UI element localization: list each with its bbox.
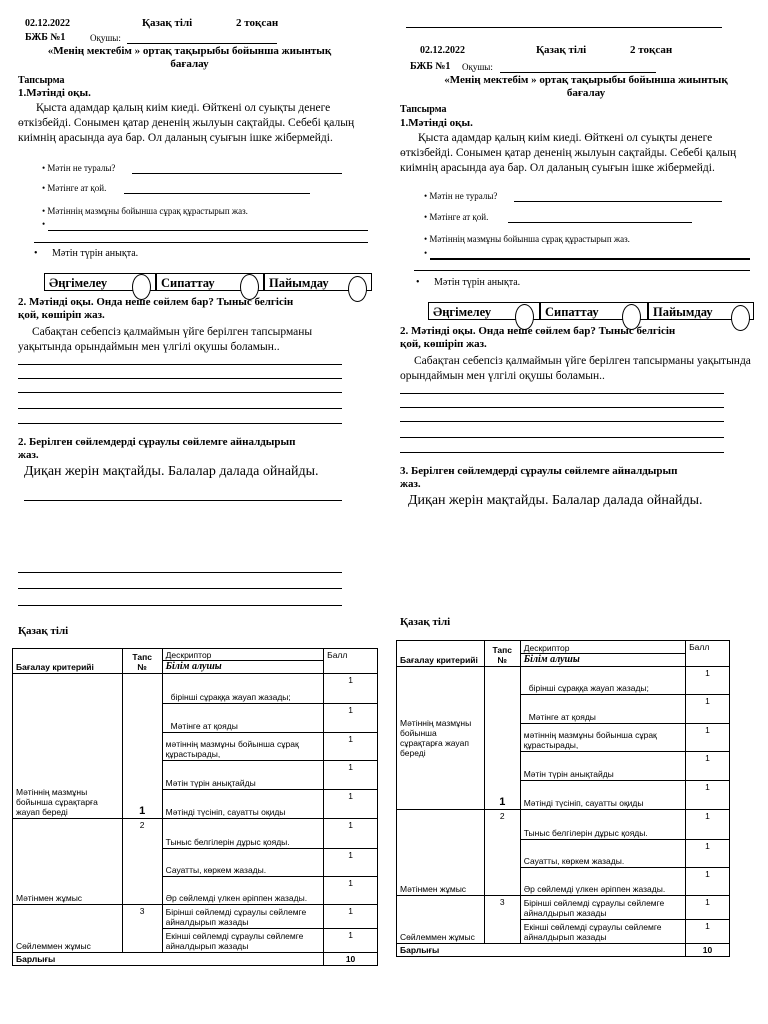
task3-sentences: Диқан жерін мақтайды. Балалар далада ойнайды. bbox=[24, 464, 319, 479]
rubric-descriptor-3: мәтіннің мазмұны бойынша сұрақ құрастырады, bbox=[162, 733, 323, 761]
bzhb-label: БЖБ №1 bbox=[410, 61, 451, 72]
task2-line-3[interactable] bbox=[400, 421, 724, 422]
rubric-score-5: 1 bbox=[324, 790, 378, 819]
question-5-bullet: • bbox=[34, 248, 38, 259]
task3-heading-line2: жаз. bbox=[400, 478, 421, 490]
rubric-subject: Қазақ тілі bbox=[400, 616, 451, 628]
rubric-score-9: 1 bbox=[686, 896, 730, 920]
rubric-score-9: 1 bbox=[324, 905, 378, 929]
task1-heading: 1.Мәтінді оқы. bbox=[400, 117, 473, 129]
rubric-header-descriptor: Дескриптор Білім алушы bbox=[520, 641, 685, 667]
rubric-descriptor-9: Бірінші сөйлемді сұраулы сөйлемге айналдырып жазады bbox=[162, 905, 323, 929]
rubric-descriptor-1: бірінші сұраққа жауап жазады; bbox=[520, 667, 685, 695]
rubric-score-8: 1 bbox=[324, 877, 378, 905]
answer-line-2[interactable] bbox=[124, 193, 310, 194]
rubric-criterion-3: Сөйлеммен жұмыс bbox=[397, 896, 485, 944]
rubric-header-task: Тапс № bbox=[484, 641, 520, 667]
rubric-score-4: 1 bbox=[686, 752, 730, 781]
top-line bbox=[406, 27, 722, 28]
option-description[interactable]: Сипаттау bbox=[540, 302, 648, 320]
rubric-descriptor-7: Сауатты, көркем жазады. bbox=[162, 849, 323, 877]
rubric-subject: Қазақ тілі bbox=[18, 625, 69, 637]
task3-sentences: Диқан жерін мақтайды. Балалар далада ойнайды. bbox=[408, 493, 703, 508]
question-4-bullet: • bbox=[424, 248, 428, 258]
rubric-score-4: 1 bbox=[324, 761, 378, 790]
rubric-descriptor-2: Мәтінге ат қояды bbox=[162, 704, 323, 733]
question-5-bullet: • bbox=[416, 277, 420, 288]
rubric-header-score: Балл bbox=[686, 641, 730, 667]
answer-line-1[interactable] bbox=[132, 173, 342, 174]
rubric-criterion-2: Мәтінмен жұмыс bbox=[397, 810, 485, 896]
answer-line-3[interactable] bbox=[430, 258, 750, 260]
student-label: Оқушы: bbox=[90, 33, 121, 43]
rubric-table bbox=[12, 648, 378, 966]
task1-heading: 1.Мәтінді оқы. bbox=[18, 87, 91, 99]
rubric-descriptor-9: Бірінші сөйлемді сұраулы сөйлемге айналдырып жазады bbox=[520, 896, 685, 920]
option-narration[interactable]: Әңгімелеу bbox=[428, 302, 540, 320]
answer-line-2[interactable] bbox=[508, 222, 692, 223]
rubric-descriptor-8: Әр сөйлемді үлкен әріппен жазады. bbox=[520, 868, 685, 896]
task2-line-4[interactable] bbox=[18, 408, 342, 409]
option-reasoning[interactable]: Пайымдау bbox=[264, 273, 372, 291]
rubric-task-1: 1 bbox=[484, 667, 520, 810]
task2-heading-line1: 2. Мәтінді оқы. Онда неше сөйлем бар? Тыныс белгісін bbox=[400, 325, 676, 337]
question-1: • Мәтін не туралы? bbox=[424, 191, 498, 201]
option-reasoning[interactable]: Пайымдау bbox=[648, 302, 754, 320]
task2-line-5[interactable] bbox=[18, 423, 342, 424]
question-3: • Мәтіннің мазмұны бойынша сұрақ құрастырып жаз. bbox=[42, 206, 248, 216]
rubric-descriptor-4: Мәтін түрін анықтайды bbox=[520, 752, 685, 781]
date: 02.12.2022 bbox=[420, 45, 465, 56]
question-4-bullet: • bbox=[42, 219, 46, 229]
task2-heading-line1: 2. Мәтінді оқы. Онда неше сөйлем бар? Тыныс белгісін bbox=[18, 296, 294, 308]
rubric-descriptor-6: Тыныс белгілерін дұрыс қояды. bbox=[520, 810, 685, 840]
task1-text: Қыста адамдар қалың киім киеді. Өйткені ол суықты денеге өткізбейді. Сонымен қатар дененің жылуын сақтайды. Себебі қалың киімнің арасында ауа бар. Ол даланың суығын ішке жібермейді. bbox=[400, 132, 737, 174]
rubric-descriptor-4: Мәтін түрін анықтайды bbox=[162, 761, 323, 790]
left-worksheet bbox=[12, 0, 382, 1024]
task2-text: Сабақтан себепсіз қалмаймын үйге берілген тапсырманы уақытында орындаймын мен үлгілі оқушы боламын.. bbox=[400, 355, 751, 382]
bzhb-label: БЖБ №1 bbox=[25, 32, 66, 43]
rubric-criterion-2: Мәтінмен жұмыс bbox=[13, 819, 123, 905]
rubric-score-3: 1 bbox=[324, 733, 378, 761]
task2-line-5[interactable] bbox=[400, 452, 724, 453]
term: 2 тоқсан bbox=[236, 17, 279, 29]
task2-text: Сабақтан себепсіз қалмаймын үйге берілген тапсырманы уақытында орындаймын мен үлгілі оқушы боламын.. bbox=[18, 326, 313, 353]
answer-line-1[interactable] bbox=[514, 201, 722, 202]
task3-heading-line2: жаз. bbox=[18, 449, 39, 461]
rubric-score-8: 1 bbox=[686, 868, 730, 896]
task2-line-2[interactable] bbox=[18, 378, 342, 379]
task2-heading-line2: қой, көшіріп жаз. bbox=[400, 338, 487, 350]
task3-heading-line1: 3. Берілген сөйлемдерді сұраулы сөйлемге айналдырып bbox=[400, 465, 678, 477]
rubric-score-1: 1 bbox=[686, 667, 730, 695]
rubric-task-3: 3 bbox=[484, 896, 520, 944]
rubric-score-10: 1 bbox=[324, 929, 378, 953]
rubric-descriptor-8: Әр сөйлемді үлкен әріппен жазады. bbox=[162, 877, 323, 905]
task3-heading-line1: 2. Берілген сөйлемдерді сұраулы сөйлемге айналдырып bbox=[18, 436, 296, 448]
rubric-header-task: Тапс № bbox=[122, 649, 162, 674]
rubric-descriptor-2: Мәтінге ат қояды bbox=[520, 695, 685, 724]
rubric-task-1: 1 bbox=[122, 674, 162, 819]
rubric-header-criteria: Бағалау критерийі bbox=[397, 641, 485, 667]
answer-line-4[interactable] bbox=[414, 270, 750, 271]
question-2: • Мәтінге ат қой. bbox=[424, 212, 489, 222]
task2-line-3[interactable] bbox=[18, 392, 342, 393]
rubric-descriptor-3: мәтіннің мазмұны бойынша сұрақ құрастырады, bbox=[520, 724, 685, 752]
rubric-score-1: 1 bbox=[324, 674, 378, 704]
task3-line-1[interactable] bbox=[24, 500, 342, 501]
rubric-descriptor-5: Мәтінді түсініп, сауатты оқиды bbox=[520, 781, 685, 810]
rubric-total: 10 bbox=[686, 944, 730, 957]
task2-line-2[interactable] bbox=[400, 407, 724, 408]
rubric-descriptor-6: Тыныс белгілерін дұрыс қояды. bbox=[162, 819, 323, 849]
rubric-descriptor-5: Мәтінді түсініп, сауатты оқиды bbox=[162, 790, 323, 819]
term: 2 тоқсан bbox=[630, 44, 673, 56]
question-5: Мәтін түрін анықта. bbox=[434, 277, 521, 288]
date: 02.12.2022 bbox=[25, 18, 70, 29]
question-1: • Мәтін не туралы? bbox=[42, 163, 116, 173]
task2-line-1[interactable] bbox=[18, 364, 342, 365]
rubric-criterion-1: Мәтіннің мазмұны бойынша сұрақтарға жауап береді bbox=[397, 667, 485, 810]
rubric-descriptor-7: Сауатты, көркем жазады. bbox=[520, 840, 685, 868]
rubric-score-3: 1 bbox=[686, 724, 730, 752]
student-name-line[interactable] bbox=[127, 43, 277, 44]
rubric-descriptor-1: бірінші сұраққа жауап жазады; bbox=[162, 674, 323, 704]
rubric-score-5: 1 bbox=[686, 781, 730, 810]
option-description[interactable]: Сипаттау bbox=[156, 273, 264, 291]
rubric-criterion-1: Мәтіннің мазмұны бойынша сұрақтарға жауап береді bbox=[13, 674, 123, 819]
right-worksheet bbox=[396, 0, 766, 1024]
student-label: Оқушы: bbox=[462, 62, 493, 72]
question-5: Мәтін түрін анықта. bbox=[52, 248, 139, 259]
page-title: «Менің мектебім » ортақ тақырыбы бойынша жиынтық бағалау bbox=[47, 45, 332, 70]
rubric-score-10: 1 bbox=[686, 920, 730, 944]
task3-line-4[interactable] bbox=[18, 605, 342, 606]
rubric-score-7: 1 bbox=[324, 849, 378, 877]
rubric-header-criteria: Бағалау критерийі bbox=[13, 649, 123, 674]
task-label: Тапсырма bbox=[400, 104, 447, 115]
answer-line-4[interactable] bbox=[34, 242, 368, 243]
rubric-header-descriptor: Дескриптор Білім алушы bbox=[162, 649, 323, 674]
rubric-criterion-3: Сөйлеммен жұмыс bbox=[13, 905, 123, 953]
rubric-descriptor-10: Екінші сөйлемді сұраулы сөйлемге айналдырып жазады bbox=[162, 929, 323, 953]
subject: Қазақ тілі bbox=[142, 17, 193, 29]
page-title: «Менің мектебім » ортақ тақырыбы бойынша жиынтық бағалау bbox=[444, 74, 728, 99]
option-reasoning-checkbox[interactable] bbox=[731, 305, 750, 331]
rubric-descriptor-10: Екінші сөйлемді сұраулы сөйлемге айналдырып жазады bbox=[520, 920, 685, 944]
task1-text: Қыста адамдар қалың киім киеді. Өйткені ол суықты денеге өткізбейді. Сонымен қатар дененің жылуын сақтайды. Себебі қалың киімнің арасында ауа бар. Ол даланың суығын ішке жібермейді. bbox=[18, 102, 355, 144]
rubric-header-score: Балл bbox=[324, 649, 378, 674]
rubric-total-label: Барлығы bbox=[13, 953, 324, 966]
student-name-line[interactable] bbox=[500, 72, 656, 73]
task2-line-1[interactable] bbox=[400, 393, 724, 394]
rubric-total-label: Барлығы bbox=[397, 944, 686, 957]
task-label: Тапсырма bbox=[18, 75, 65, 86]
answer-line-3[interactable] bbox=[48, 230, 368, 231]
option-narration[interactable]: Әңгімелеу bbox=[44, 273, 156, 291]
rubric-score-7: 1 bbox=[686, 840, 730, 868]
question-3: • Мәтіннің мазмұны бойынша сұрақ құрастырып жаз. bbox=[424, 234, 630, 244]
task3-line-2[interactable] bbox=[18, 572, 342, 573]
rubric-task-3: 3 bbox=[122, 905, 162, 953]
rubric-score-2: 1 bbox=[686, 695, 730, 724]
rubric-table bbox=[396, 640, 730, 957]
rubric-task-2: 2 bbox=[122, 819, 162, 905]
rubric-task-2: 2 bbox=[484, 810, 520, 896]
task2-heading-line2: қой, көшіріп жаз. bbox=[18, 309, 105, 321]
subject: Қазақ тілі bbox=[536, 44, 587, 56]
question-2: • Мәтінге ат қой. bbox=[42, 183, 107, 193]
rubric-total: 10 bbox=[324, 953, 378, 966]
rubric-score-6: 1 bbox=[686, 810, 730, 840]
task3-line-3[interactable] bbox=[18, 588, 342, 589]
task2-line-4[interactable] bbox=[400, 437, 724, 438]
rubric-score-2: 1 bbox=[324, 704, 378, 733]
rubric-score-6: 1 bbox=[324, 819, 378, 849]
option-reasoning-checkbox[interactable] bbox=[348, 276, 367, 302]
